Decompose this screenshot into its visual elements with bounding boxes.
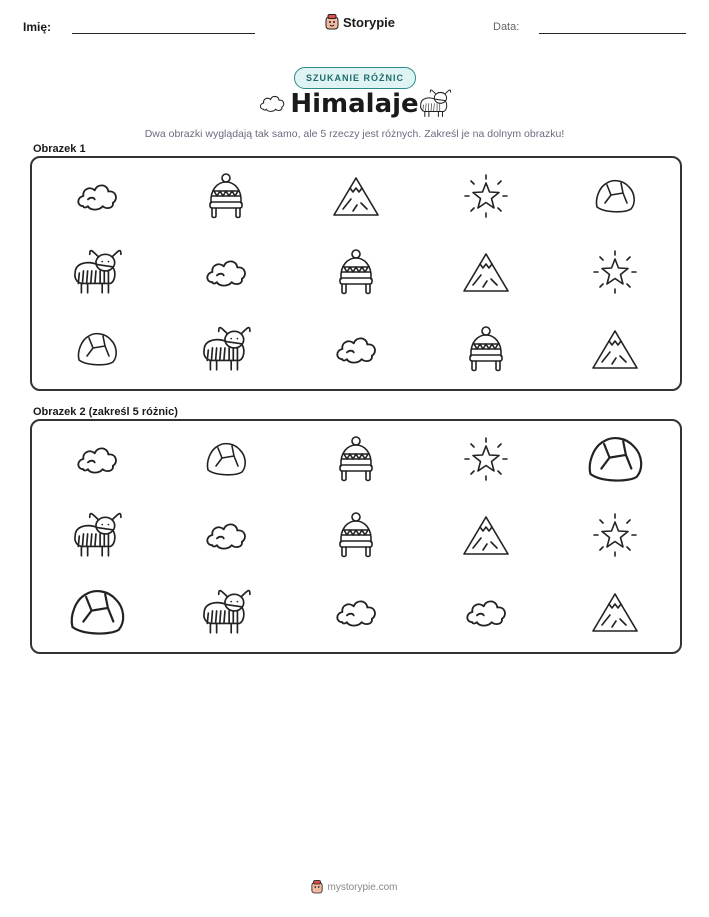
cloud-icon	[463, 595, 509, 629]
picture2-cell-2-3[interactable]	[291, 497, 421, 573]
mountain-icon	[590, 328, 640, 370]
cloud-icon	[203, 255, 249, 289]
picture2-cell-1-4[interactable]	[421, 421, 551, 497]
brand-name: Storypie	[343, 14, 396, 30]
picture1-cell-1-5	[550, 158, 680, 234]
star-icon	[465, 438, 507, 480]
storypie-mascot-icon	[311, 880, 323, 894]
picture1-cell-2-4	[421, 234, 551, 310]
picture1-cell-1-3	[291, 158, 421, 234]
picture2-cell-3-3[interactable]	[291, 574, 421, 650]
rock-icon	[75, 330, 119, 368]
hat-icon	[336, 249, 376, 295]
picture2-cell-3-2[interactable]	[162, 574, 292, 650]
footer	[0, 880, 709, 894]
picture1-cell-1-2	[162, 158, 292, 234]
picture2-cell-3-1[interactable]	[32, 574, 162, 650]
picture1-cell-3-5	[550, 311, 680, 387]
cloud-icon	[74, 179, 120, 213]
picture1-grid	[32, 158, 680, 387]
picture1-cell-3-3	[291, 311, 421, 387]
cloud-icon	[333, 595, 379, 629]
storypie-mascot-icon	[325, 14, 339, 30]
hat-icon	[336, 436, 376, 482]
mountain-icon	[331, 175, 381, 217]
picture1-cell-2-2	[162, 234, 292, 310]
cloud-icon	[333, 332, 379, 366]
mountain-icon	[590, 591, 640, 633]
picture2-label: Obrazek 2 (zakreśl 5 różnic)	[33, 406, 178, 418]
star-icon	[594, 514, 636, 556]
picture1-cell-3-1	[32, 311, 162, 387]
star-icon	[594, 251, 636, 293]
picture1-cell-1-1	[32, 158, 162, 234]
cloud-icon	[74, 442, 120, 476]
picture1-cell-2-1	[32, 234, 162, 310]
page-title: Himalaje	[290, 89, 419, 119]
picture2-cell-1-1[interactable]	[32, 421, 162, 497]
picture2-cell-1-3[interactable]	[291, 421, 421, 497]
yak-icon	[200, 325, 252, 373]
picture2-cell-2-5[interactable]	[550, 497, 680, 573]
hat-icon	[336, 512, 376, 558]
picture2-cell-3-4[interactable]	[421, 574, 551, 650]
picture1-cell-3-2	[162, 311, 292, 387]
brand-logo	[325, 14, 395, 30]
name-label: Imię:	[23, 20, 52, 34]
hat-icon	[206, 173, 246, 219]
name-line[interactable]	[72, 33, 255, 34]
date-line[interactable]	[539, 33, 686, 34]
mountain-icon	[461, 514, 511, 556]
hat-icon	[466, 326, 506, 372]
cloud-icon	[203, 518, 249, 552]
rock-icon	[204, 440, 248, 478]
footer-site: mystorypie.com	[327, 881, 398, 893]
picture1-cell-2-3	[291, 234, 421, 310]
yak-icon	[418, 88, 452, 120]
activity-badge: SZUKANIE RÓŻNIC	[294, 67, 416, 89]
picture2-grid	[32, 421, 680, 650]
picture2-cell-2-4[interactable]	[421, 497, 551, 573]
picture2-cell-1-5[interactable]	[550, 421, 680, 497]
picture1-cell-1-4	[421, 158, 551, 234]
star-icon	[465, 175, 507, 217]
yak-icon	[71, 248, 123, 296]
yak-icon	[71, 511, 123, 559]
picture2-cell-2-1[interactable]	[32, 497, 162, 573]
picture2-cell-1-2[interactable]	[162, 421, 292, 497]
picture2-cell-3-5[interactable]	[550, 574, 680, 650]
date-label: Data:	[493, 21, 520, 33]
mountain-icon	[461, 251, 511, 293]
picture1-cell-2-5	[550, 234, 680, 310]
picture2-cell-2-2[interactable]	[162, 497, 292, 573]
picture1-cell-3-4	[421, 311, 551, 387]
instructions: Dwa obrazki wyglądają tak samo, ale 5 rzeczy jest różnych. Zakreśl je na dolnym obrazku!	[144, 128, 565, 140]
rock-icon	[593, 177, 637, 215]
rock-icon	[67, 586, 127, 638]
yak-icon	[200, 588, 252, 636]
rock-icon	[585, 433, 645, 485]
picture1-label: Obrazek 1	[33, 143, 86, 155]
